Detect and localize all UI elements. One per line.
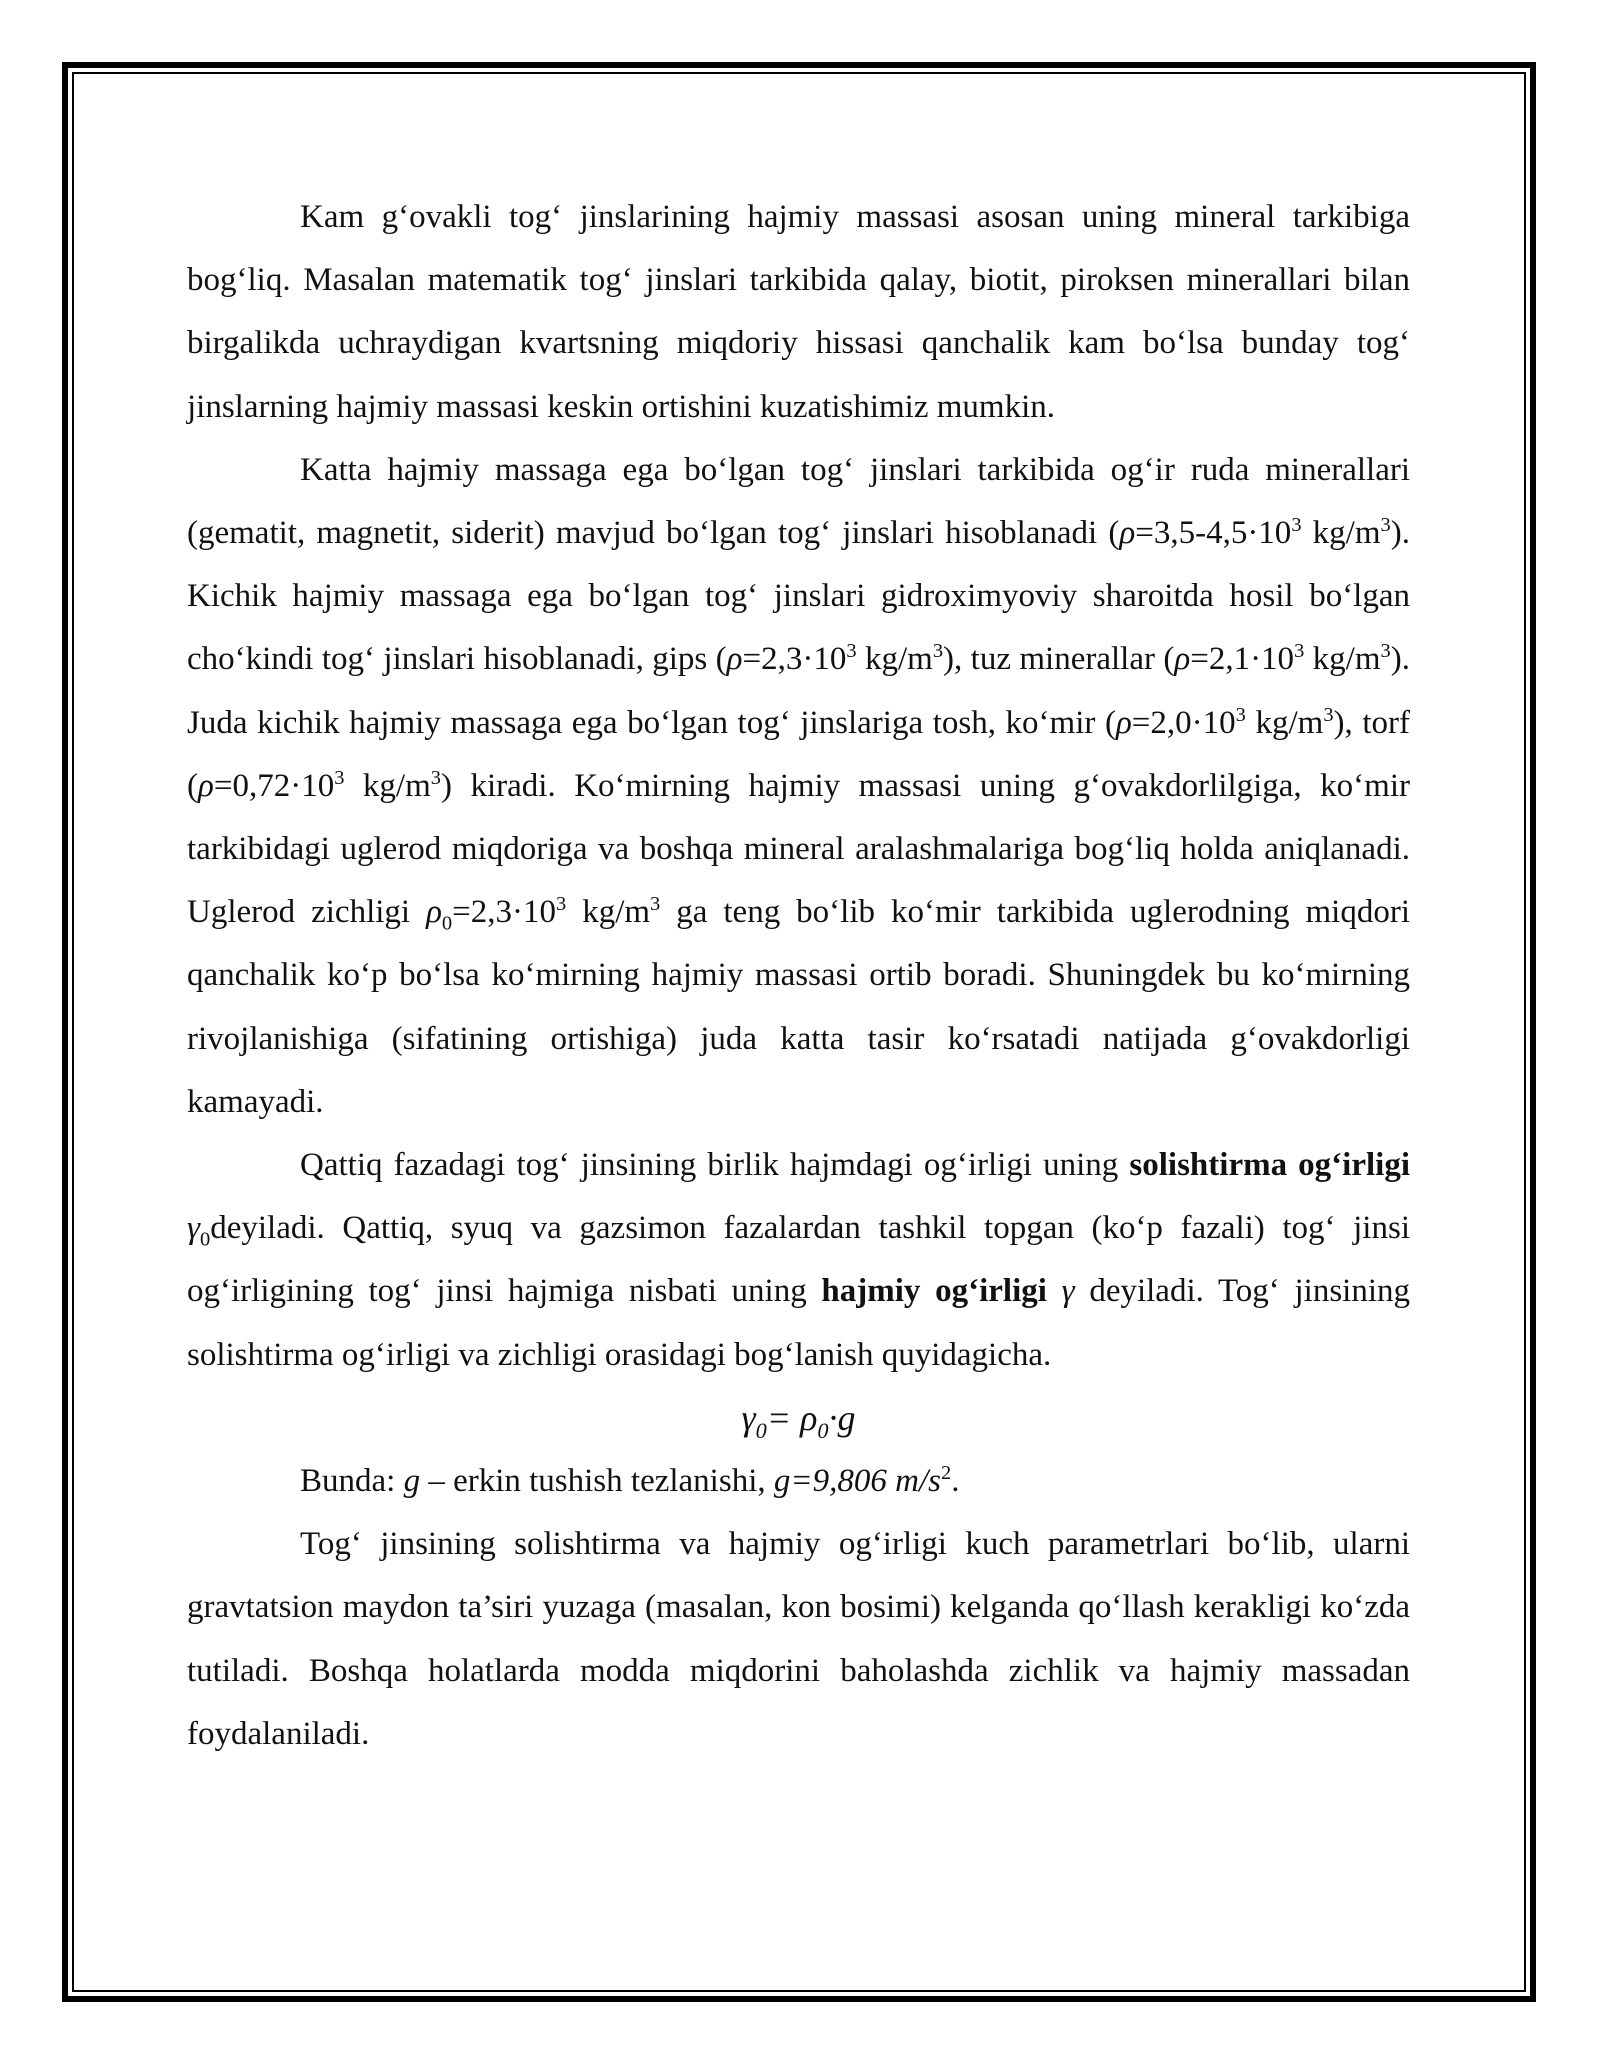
exponent: 3 — [556, 893, 567, 916]
subscript-zero: 0 — [441, 912, 453, 935]
p2-value-1: =3,5-4,5·10 — [1135, 515, 1292, 552]
paragraph-1-text: Kam g‘ovakli tog‘ jinslarining hajmiy massasi asosan uning mineral tarkibiga bog‘liq. Masalan matematik tog‘ jinslari tarkibida qalay, biotit, piroksen minerallari bilan birgalikda uchraydigan kvartsning miqdoriy hissasi qanchalik kam bo‘lsa bunday tog‘ jinslarning hajmiy massasi keskin ortishini kuzatishimiz mumkin. — [187, 199, 1410, 425]
p2-value-5: =0,72·10 — [213, 767, 335, 804]
paragraph-4 — [187, 1450, 1410, 1513]
paragraph-2 — [187, 439, 1410, 1134]
p2-unit: kg/m — [566, 894, 651, 931]
exponent: 3 — [1380, 640, 1391, 663]
exponent: 3 — [430, 766, 441, 789]
formula — [187, 1387, 1410, 1450]
gamma-symbol: γ — [1046, 1273, 1075, 1310]
p4-text-3: . — [951, 1463, 960, 1500]
exponent: 3 — [1380, 514, 1391, 537]
p2-value-3: =2,1·10 — [1190, 641, 1295, 678]
p2-text-1: Katta hajmiy massaga ega bo‘lgan tog‘ jinslari tarkibida og‘ir ruda minerallari (gematit, magnetit, siderit) mavjud bo‘lgan tog‘ jinslari hisoblanadi ( — [187, 451, 1410, 552]
rho-symbol: ρ — [1174, 641, 1191, 678]
rho-symbol: ρ — [426, 894, 442, 931]
p2-unit: kg/m — [344, 767, 431, 804]
subscript-zero: 0 — [755, 1418, 767, 1444]
p2-value-6: =2,3·10 — [452, 894, 556, 931]
p3-text-2: deyiladi. Qattiq, syuq va gazsimon fazalardan tashkil topgan (ko‘p fazali) tog‘ jinsi og‘irligining tog‘ jinsi hajmiga nisbati uning — [187, 1210, 1410, 1310]
p2-unit: kg/m — [1304, 641, 1381, 678]
p2-text-6: ) kiradi. Ko‘mirning hajmiy massasi uning g‘ovakdorlilgiga, ko‘mir tarkibidagi uglerod miqdoriga va boshqa mineral aralashmalariga bog‘liq holda aniqlanadi. Uglerod zichligi — [187, 767, 1410, 931]
paragraph-1 — [187, 186, 1410, 439]
p2-text-2: ). Kichik hajmiy massaga ega bo‘lgan tog‘ jinslari gidroximyoviy sharoitda hosil bo‘lgan cho‘kindi tog‘ jinslari hisoblanadi, gips ( — [187, 515, 1410, 678]
exponent: 3 — [650, 893, 661, 916]
paragraph-3 — [187, 1134, 1410, 1387]
exponent: 3 — [1235, 703, 1246, 726]
exponent-two: 2 — [941, 1462, 952, 1485]
p2-value-2: =2,3·10 — [742, 641, 847, 678]
rho-symbol: ρ — [726, 641, 743, 678]
rho-symbol: ρ — [198, 767, 214, 804]
p2-text-7: ga teng bo‘lib ko‘mir tarkibida uglerodning miqdori qanchalik ko‘p bo‘lsa ko‘mirning hajmiy massasi ortib boradi. Shuningdek bu ko‘mirning rivojlanishiga (sifatining ortishiga) juda katta tasir ko‘rsatadi natijada g‘ovakdorligi kamayadi. — [187, 894, 1410, 1120]
p2-text-4: ). Juda kichik hajmiy massaga ega bo‘lgan tog‘ jinslariga tosh, ko‘mir ( — [187, 641, 1410, 741]
p2-unit: kg/m — [1301, 515, 1381, 552]
exponent: 3 — [846, 640, 857, 663]
g-value: g=9,806 m/s — [773, 1463, 941, 1500]
subscript-zero: 0 — [200, 1228, 211, 1251]
rho-symbol: ρ — [1119, 515, 1136, 552]
p2-unit: kg/m — [856, 641, 933, 678]
formula-eq-rho: = ρ — [766, 1397, 818, 1438]
p3-text-3: deyiladi. Tog‘ jinsining solishtirma og‘irligi va zichligi orasidagi bog‘lanish quyidagicha. — [187, 1273, 1410, 1373]
formula-gamma: γ — [741, 1397, 756, 1438]
exponent: 3 — [1323, 703, 1334, 726]
p4-text-1: Bunda: — [300, 1463, 404, 1500]
exponent: 3 — [334, 766, 345, 789]
p2-text-3: ), tuz minerallar ( — [943, 641, 1175, 678]
exponent: 3 — [932, 640, 944, 663]
p2-unit: kg/m — [1245, 704, 1324, 741]
exponent: 3 — [1294, 640, 1305, 663]
term-specific-weight: solishtirma og‘irligi — [1129, 1147, 1410, 1184]
p4-text-2: – erkin tushish tezlanishi, — [420, 1463, 774, 1500]
document-body — [187, 186, 1410, 1766]
term-bulk-weight: hajmiy og‘irligi — [821, 1273, 1047, 1310]
formula-dot-g: ·g — [828, 1397, 856, 1438]
gamma-symbol: γ — [187, 1210, 201, 1247]
paragraph-5 — [187, 1513, 1410, 1766]
g-symbol: g — [403, 1463, 421, 1500]
exponent: 3 — [1291, 514, 1302, 537]
subscript-zero: 0 — [817, 1418, 829, 1444]
p2-value-4: =2,0·10 — [1131, 704, 1236, 741]
paragraph-5-text: Tog‘ jinsining solishtirma va hajmiy og‘irligi kuch parametrlari bo‘lib, ularni gravtatsion maydon ta’siri yuzaga (masalan, kon bosimi) kelganda qo‘llash kerakligi ko‘zda tutiladi. Boshqa holatlarda modda miqdorini baholashda zichlik va hajmiy massadan foydalaniladi. — [187, 1526, 1410, 1752]
rho-symbol: ρ — [1115, 704, 1132, 741]
p2-text-5: ), torf ( — [187, 704, 1411, 804]
p3-text-1: Qattiq fazadagi tog‘ jinsining birlik hajmdagi og‘irligi uning — [300, 1147, 1130, 1184]
